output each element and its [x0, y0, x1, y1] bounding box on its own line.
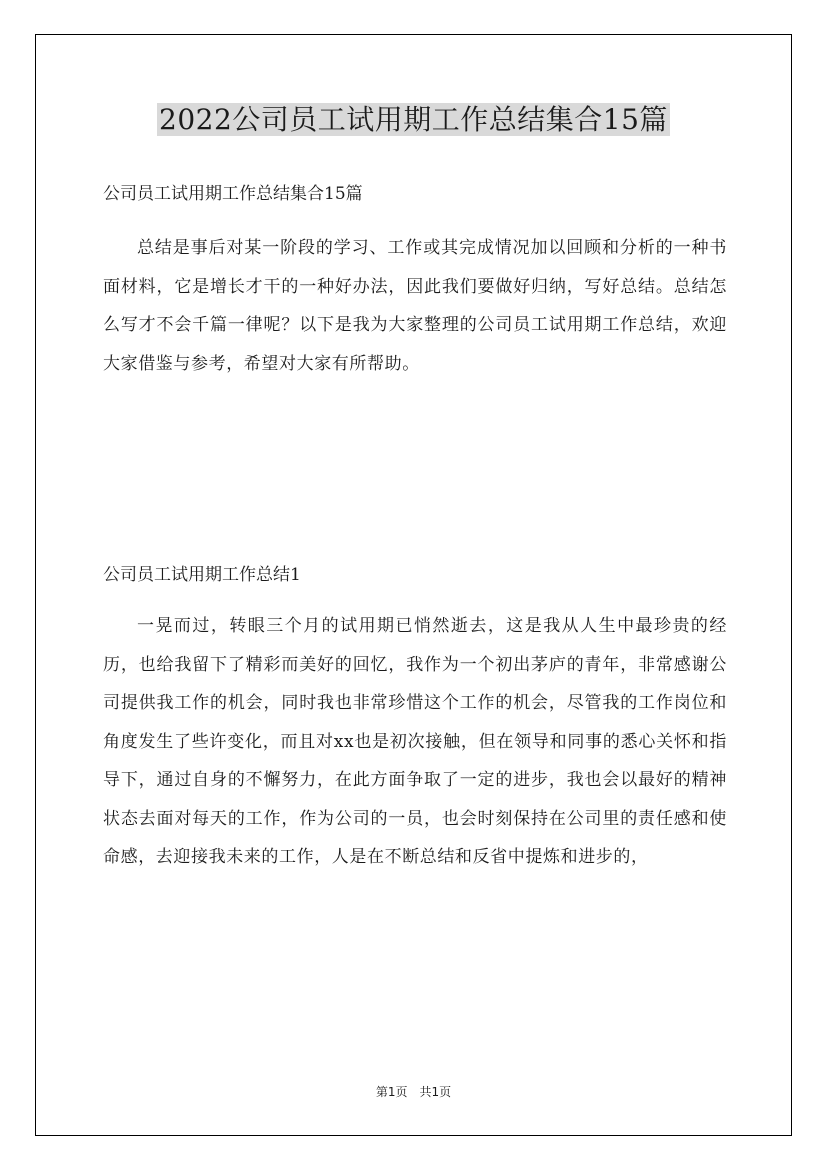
section-1-paragraph: 一晃而过，转眼三个月的试用期已悄然逝去，这是我从人生中最珍贵的经历，也给我留下了精彩而美好的回忆，我作为一个初出茅庐的青年，非常感谢公司提供我工作的机会，同时我也非常珍惜这个工作的机会，尽管我的工作岗位和角度发生了些许变化，而且对xx也是初次接触，但在领导和同事的悉心关怀和指导下，通过自身的不懈努力，在此方面争取了一定的进步，我也会以最好的精神状态去面对每天的工作，作为公司的一员，也会时刻保持在公司里的责任感和使命感，去迎接我未来的工作，人是在不断总结和反省中提炼和进步的， — [103, 616, 727, 867]
page-footer: 第1页 共1页 — [375, 1085, 452, 1099]
intro-paragraph: 总结是事后对某一阶段的学习、工作或其完成情况加以回顾和分析的一种书面材料，它是增长才干的一种好办法，因此我们要做好归纳，写好总结。总结怎么写才不会千篇一律呢？以下是我为大家整理的公司员工试用期工作总结，欢迎大家借鉴与参考，希望对大家有所帮助。 — [103, 238, 727, 374]
document-title — [0, 100, 827, 140]
document-subtitle: 公司员工试用期工作总结集合15篇 — [103, 184, 363, 204]
section-1-heading: 公司员工试用期工作总结1 — [103, 565, 301, 585]
document-title-text: 2022公司员工试用期工作总结集合15篇 — [159, 103, 668, 136]
